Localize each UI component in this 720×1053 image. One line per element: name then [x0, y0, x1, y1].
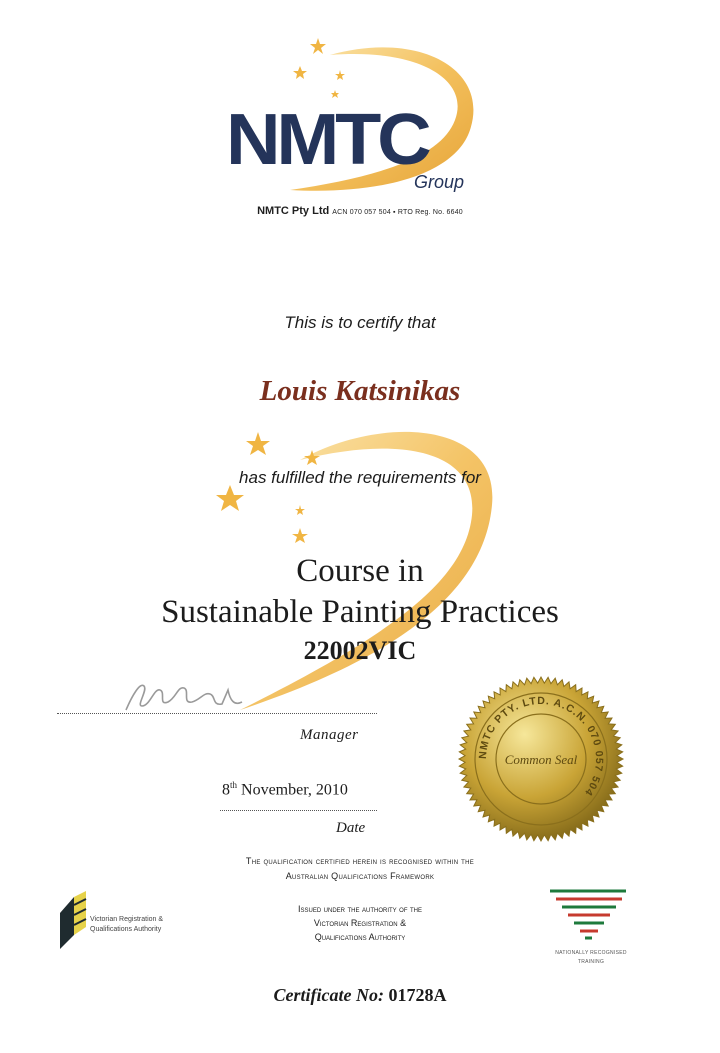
star-icon — [310, 38, 326, 54]
star-icon — [331, 90, 339, 98]
issued-statement-line-1: Issued under the authority of the — [297, 904, 422, 914]
manager-label: Manager — [300, 727, 359, 743]
gold-common-seal — [456, 674, 626, 844]
issue-date-day: 8 — [222, 781, 230, 799]
star-icon — [295, 505, 305, 515]
vrqa-logo-icon — [56, 891, 90, 949]
date-line — [220, 810, 377, 811]
aqf-statement-line-2: Australian Qualifications Framework — [285, 871, 435, 881]
issue-date-suffix: th — [230, 780, 238, 790]
company-registration: ACN 070 057 504 ▪ RTO Reg. No. 6640 — [332, 209, 463, 216]
certificate-number: 01728A — [388, 985, 447, 1005]
company-logo-wordmark: NMTC — [226, 100, 428, 180]
recipient-name: Louis Katsinikas — [259, 375, 461, 407]
issue-date — [222, 780, 348, 799]
issued-statement-line-2: Victorian Registration & — [313, 918, 407, 928]
course-title-line-2: Sustainable Painting Practices — [161, 594, 559, 630]
nrt-logo-icon — [548, 888, 630, 946]
course-code: 22002VIC — [303, 636, 417, 665]
nrt-label-line-2: TRAINING — [577, 959, 605, 965]
star-icon — [293, 66, 307, 79]
certificate-number-label: Certificate No: — [273, 985, 384, 1005]
vrqa-name — [90, 915, 163, 935]
aqf-statement-line-1: The qualification certified herein is recognised within the — [245, 856, 475, 866]
course-title-line-1: Course in — [296, 553, 424, 589]
star-icon — [292, 528, 308, 543]
issue-date-rest: November, 2010 — [237, 781, 348, 799]
company-line — [0, 205, 720, 217]
manager-signature — [118, 676, 258, 716]
date-label: Date — [336, 820, 366, 836]
issued-statement-line-3: Qualifications Authority — [314, 932, 406, 942]
vrqa-name-line-1: Victorian Registration & — [90, 916, 164, 923]
company-name: NMTC Pty Ltd — [257, 205, 330, 217]
signature-line — [57, 713, 377, 714]
fulfilled-statement: has fulfilled the requirements for — [239, 468, 481, 487]
vrqa-name-line-2: Qualifications Authority — [90, 926, 162, 933]
seal-ring-text: NMTC PTY. LTD. A.C.N. 070 057 504 — [476, 694, 606, 799]
star-icon — [216, 485, 244, 511]
certificate-number-line — [0, 985, 720, 1006]
certify-statement: This is to certify that — [284, 313, 436, 332]
star-icon — [246, 432, 270, 455]
company-logo-subtitle: Group — [414, 172, 465, 192]
star-icon — [335, 70, 345, 80]
seal-center-text: Common Seal — [504, 752, 578, 767]
nrt-label-line-1: NATIONALLY RECOGNISED — [555, 950, 627, 956]
